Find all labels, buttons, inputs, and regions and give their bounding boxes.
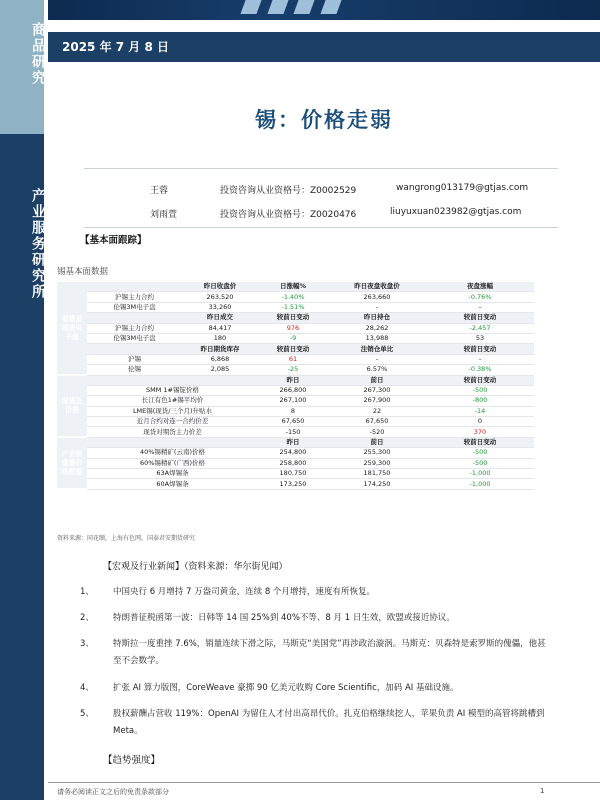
table-cell: -: [426, 354, 534, 364]
table-cell: 267,300: [328, 385, 426, 395]
row-label: 40%锡精矿(云南)价格: [87, 448, 258, 458]
table-cell: -14: [426, 406, 534, 416]
table-cell: 976: [258, 323, 328, 333]
column-header: 注销仓单比: [328, 344, 426, 354]
news-number: 3、: [80, 639, 94, 649]
table-source-note: 资料来源：同花顺，上海有色网，国泰君安期货研究: [57, 535, 196, 542]
table-cell: -: [328, 302, 426, 312]
table-row: [57, 458, 534, 468]
section-heading-news: 【宏观及行业新闻】（资料来源：华尔街见闻）: [103, 562, 288, 572]
table-cell: -: [328, 354, 426, 364]
footer-disclaimer: 请务必阅读正文之后的免责条款部分: [57, 788, 169, 796]
table-cell: 254,800: [258, 448, 328, 458]
table-cell: -500: [426, 458, 534, 468]
table-header-row: [57, 344, 534, 354]
author-certificate: 投资咨询从业资格号：Z0002529: [220, 186, 357, 196]
section-heading-fundamentals: 【基本面跟踪】: [80, 235, 147, 246]
table-row: [57, 469, 534, 479]
column-header: 昨日成交: [182, 313, 258, 323]
table-cell: -25: [258, 365, 328, 375]
jewel-decoration-icon: [320, 0, 341, 14]
author-name: 王蓉: [150, 186, 169, 196]
table-group-label: 产业链重要价格数据: [57, 437, 87, 489]
table-cell: 180: [182, 333, 258, 343]
news-number: 1、: [80, 587, 94, 597]
table-cell: 61: [258, 354, 328, 364]
table-cell: 263,660: [328, 292, 426, 302]
news-text: 扩张 AI 算力版图，CoreWeave 豪掷 90 亿美元收购 Core Scientific，加码 AI 基础设施。: [113, 683, 459, 693]
news-number: 5、: [80, 709, 94, 719]
table-cell: -0.76%: [426, 292, 534, 302]
jewel-decoration-icon: [293, 0, 314, 14]
header-banner: [48, 0, 600, 20]
date-band: [48, 32, 600, 62]
table-row: [57, 323, 534, 333]
row-label: 现货对期货主力价差: [87, 427, 258, 437]
table-header-row: [57, 437, 534, 447]
table-row: [57, 396, 534, 406]
fundamentals-table: [57, 282, 534, 490]
author-email[interactable]: liuyuxuan023982@gtjas.com: [390, 207, 522, 217]
table-row: [57, 292, 534, 302]
table-cell: -0.38%: [426, 365, 534, 375]
table-row: [57, 448, 534, 458]
table-row: [57, 365, 534, 375]
footer-divider: [48, 782, 600, 783]
column-header: 较前日变动: [426, 344, 534, 354]
report-title: 锡：价格走弱: [255, 108, 393, 132]
news-number: 4、: [80, 683, 94, 693]
table-cell: 370: [426, 427, 534, 437]
table-cell: -520: [328, 427, 426, 437]
row-label: 近月合约对连一合约价差: [87, 417, 258, 427]
row-label: 伦锡3M电子盘: [87, 302, 182, 312]
row-label: 伦锡: [87, 365, 182, 375]
table-cell: 0: [426, 417, 534, 427]
column-header: 昨日持仓: [328, 313, 426, 323]
news-text: 中国央行 6 月增持 7 万盎司黄金，连续 8 个月增持，速度有所恢复。: [113, 587, 375, 597]
table-row: [57, 354, 534, 364]
table-row: [57, 479, 534, 489]
row-label: 60%锡精矿(广西)价格: [87, 458, 258, 468]
table-row: [57, 417, 534, 427]
author-certificate: 投资咨询从业资格号：Z0020476: [220, 210, 357, 220]
row-label: 60A焊锡条: [87, 479, 258, 489]
table-header-row: [57, 375, 534, 385]
table-cell: 22: [328, 406, 426, 416]
table-cell: -500: [426, 385, 534, 395]
table-cell: 2,085: [182, 365, 258, 375]
table-cell: 267,900: [328, 396, 426, 406]
table-cell: 8: [258, 406, 328, 416]
sidebar-category-label: 商品研究: [30, 22, 46, 86]
author-email[interactable]: wangrong013179@gtjas.com: [396, 183, 529, 193]
column-header: 昨日期货库存: [182, 344, 258, 354]
table-cell: 267,100: [258, 396, 328, 406]
table-cell: -1,000: [426, 479, 534, 489]
table-cell: 258,800: [258, 458, 328, 468]
table-cell: 28,262: [328, 323, 426, 333]
table-cell: -1.51%: [258, 302, 328, 312]
table-cell: 53: [426, 333, 534, 343]
table-cell: -1.40%: [258, 292, 328, 302]
table-cell: 67,650: [258, 417, 328, 427]
table-row: [57, 406, 534, 416]
table-cell: -1,000: [426, 469, 534, 479]
table-cell: -2,457: [426, 323, 534, 333]
table-cell: 255,300: [328, 448, 426, 458]
table-cell: -800: [426, 396, 534, 406]
table-row: [57, 385, 534, 395]
row-label: 伦锡3M电子盘: [87, 333, 182, 343]
table-group-label: 现货及价差: [57, 375, 87, 437]
table-cell: 84,417: [182, 323, 258, 333]
table-cell: -150: [258, 427, 328, 437]
section-heading-trend: 【趋势强度】: [103, 755, 161, 766]
column-header: 较前日变动: [426, 313, 534, 323]
column-header: 昨日夜盘收盘价: [328, 282, 426, 292]
table-group-label: 期货及现货电子盘: [57, 282, 87, 375]
table-cell: 33,260: [182, 302, 258, 312]
table-cell: 13,988: [328, 333, 426, 343]
report-date: 2025 年 7 月 8 日: [62, 40, 169, 54]
column-header: 前日: [328, 375, 426, 385]
table-cell: 263,520: [182, 292, 258, 302]
table-cell: -500: [426, 448, 534, 458]
news-text: 特斯拉一度重挫 7.6%，销量连续下滑之际，马斯克“美国党”再涉政治漩涡。马斯克：贝森特是索罗斯的傀儡，他甚至不会数学。: [113, 639, 546, 666]
table-cell: -9: [258, 333, 328, 343]
table-cell: 181,750: [328, 469, 426, 479]
column-header: 较前日变动: [426, 375, 534, 385]
row-label: 沪锡: [87, 354, 182, 364]
news-text: 特朗普征税函第一波：日韩等 14 国 25%到 40%不等、8 月 1 日生效，欧盟或接近协议。: [113, 613, 455, 623]
table-row: [57, 333, 534, 343]
table-cell: 6,868: [182, 354, 258, 364]
table-cell: -: [426, 302, 534, 312]
table-cell: 174,250: [328, 479, 426, 489]
author-name: 刘雨萱: [150, 210, 178, 220]
row-label: 63A焊锡条: [87, 469, 258, 479]
column-header: 昨日: [258, 375, 328, 385]
table-cell: 180,750: [258, 469, 328, 479]
row-label: 沪锡主力合约: [87, 292, 182, 302]
column-header: 前日: [328, 437, 426, 447]
jewel-decoration-icon: [240, 0, 261, 14]
divider: [84, 168, 558, 169]
table-row: [57, 427, 534, 437]
column-header: 较前日变动: [258, 313, 328, 323]
column-header: 昨日: [258, 437, 328, 447]
news-text: 股权薪酬占营收 119%：OpenAI 为留住人才付出高昂代价。扎克伯格继续挖人，苹果负责 AI 模型的高管将跳槽到 Meta。: [113, 709, 545, 736]
table-header-row: [57, 282, 534, 292]
table-cell: 259,300: [328, 458, 426, 468]
column-header: 较前日变动: [426, 437, 534, 447]
divider: [84, 227, 558, 228]
row-label: SMM 1#锡锭价格: [87, 385, 258, 395]
table-header-row: [57, 313, 534, 323]
row-label: 沪锡主力合约: [87, 323, 182, 333]
table-row: [57, 302, 534, 312]
column-header: 较前日变动: [258, 344, 328, 354]
table-cell: 266,800: [258, 385, 328, 395]
sidebar-institute-label: 产业服务研究所: [30, 188, 46, 300]
news-number: 2、: [80, 613, 94, 623]
table-caption: 锡基本面数据: [57, 267, 109, 277]
row-label: 长江有色1#锡平均价: [87, 396, 258, 406]
row-label: LME锡(现货/三个月)升贴水: [87, 406, 258, 416]
column-header: 日涨幅%: [258, 282, 328, 292]
table-cell: 173,250: [258, 479, 328, 489]
column-header: 夜盘涨幅: [426, 282, 534, 292]
column-header: 昨日收盘价: [182, 282, 258, 292]
table-cell: 67,650: [328, 417, 426, 427]
page-number: 1: [540, 787, 545, 795]
jewel-decoration-icon: [267, 0, 288, 14]
table-cell: 6.57%: [328, 365, 426, 375]
